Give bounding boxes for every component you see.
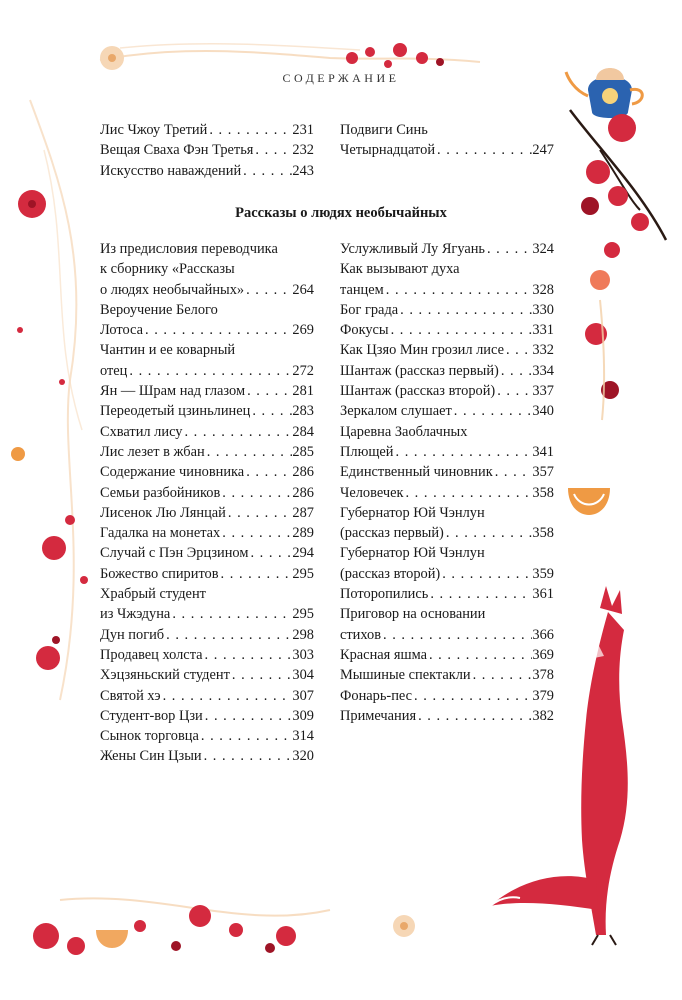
toc-entry-page-number: 328 xyxy=(532,281,554,298)
dot-leader xyxy=(435,140,532,160)
toc-entry-page-number: 286 xyxy=(292,464,314,481)
toc-entry[interactable] xyxy=(100,140,314,160)
toc-entry[interactable] xyxy=(100,483,314,503)
toc-entry-line xyxy=(100,584,314,604)
toc-entry-title: Продавец холста xyxy=(100,646,203,663)
toc-entry-title: (рассказ второй) xyxy=(340,565,441,582)
dot-leader xyxy=(471,665,533,685)
right-plum-branch-icon xyxy=(570,110,666,420)
dot-leader xyxy=(389,320,533,340)
toc-entry-page-number: 243 xyxy=(292,162,314,179)
toc-entry[interactable] xyxy=(340,462,554,482)
dot-leader xyxy=(440,564,532,584)
page-title: СОДЕРЖАНИЕ xyxy=(282,71,400,85)
dot-leader xyxy=(493,462,533,482)
toc-entry-title: Лисенок Лю Лянцай xyxy=(100,504,226,521)
toc-entry-page-number: 295 xyxy=(292,565,314,582)
toc-entry-title: Искусство наваждений xyxy=(100,162,242,179)
toc-entry-line xyxy=(100,140,314,160)
dot-leader xyxy=(248,543,292,563)
toc-entry-line xyxy=(340,259,554,279)
toc-entry-line xyxy=(340,120,554,140)
toc-entry-line xyxy=(340,340,554,360)
dot-leader xyxy=(499,361,533,381)
toc-entry-title: к сборнику «Рассказы xyxy=(100,261,235,278)
dot-leader xyxy=(182,422,292,442)
toc-entry[interactable] xyxy=(100,665,314,685)
toc-entry-page-number: 272 xyxy=(292,362,314,379)
toc-entry-page-number: 294 xyxy=(292,545,314,562)
toc-entry-title: Губернатор Юй Чэнлун xyxy=(340,545,485,562)
toc-entry-line xyxy=(340,361,554,381)
toc-entry-line xyxy=(100,120,314,140)
toc-entry-page-number: 295 xyxy=(292,606,314,623)
toc-entry-page-number: 366 xyxy=(532,626,554,643)
toc-entry-page-number: 309 xyxy=(292,707,314,724)
left-plum-blossoms-icon xyxy=(11,100,88,700)
toc-entry-line xyxy=(100,280,314,300)
toc-entry-title: Шантаж (рассказ первый) xyxy=(340,362,499,379)
bottom-left-plum-branch-icon xyxy=(33,898,415,955)
dot-leader xyxy=(244,280,292,300)
dot-leader xyxy=(219,564,293,584)
toc-entry-line xyxy=(340,564,554,584)
toc-entry[interactable] xyxy=(100,706,314,726)
toc-entry-title: Лотоса xyxy=(100,322,144,339)
toc-entry-page-number: 331 xyxy=(532,322,554,339)
toc-entry-line xyxy=(340,483,554,503)
toc-entry-line xyxy=(340,140,554,160)
toc-left-column xyxy=(100,239,314,767)
toc-entry-page-number: 231 xyxy=(292,122,314,138)
toc-entry-line xyxy=(100,625,314,645)
toc-entry-title: Дун погиб xyxy=(100,626,165,643)
dot-leader xyxy=(427,645,532,665)
dot-leader xyxy=(207,120,292,140)
toc-entry-page-number: 361 xyxy=(532,586,554,603)
toc-entry-page-number: 264 xyxy=(292,281,314,298)
toc-entry-title: Единственный чиновник xyxy=(340,464,493,481)
toc-entry-title: Как Цзяо Мин грозил лисе xyxy=(340,342,504,359)
dot-leader xyxy=(244,462,292,482)
toc-entry-page-number: 281 xyxy=(292,383,314,400)
dot-leader xyxy=(485,239,532,259)
toc-entry-page-number: 269 xyxy=(292,322,314,339)
toc-entry-line xyxy=(100,259,314,279)
toc-entry[interactable] xyxy=(100,120,314,140)
toc-entry-page-number: 247 xyxy=(532,142,554,159)
toc-entry-title: Святой хэ xyxy=(100,687,161,704)
toc-entry-line xyxy=(100,239,314,259)
dot-leader xyxy=(444,523,533,543)
toc-entry-title: Губернатор Юй Чэнлун xyxy=(340,504,485,521)
toc-entry[interactable] xyxy=(340,543,554,584)
toc-entry-title: отец xyxy=(100,362,128,379)
toc-entry-line xyxy=(100,483,314,503)
toc-entry-line xyxy=(340,280,554,300)
toc-entry[interactable] xyxy=(340,665,554,685)
toc-entry-title: Зеркалом слушает xyxy=(340,403,452,420)
top-plum-branch-icon xyxy=(100,43,480,70)
toc-entry[interactable] xyxy=(340,381,554,401)
toc-entry[interactable] xyxy=(340,361,554,381)
toc-entry[interactable] xyxy=(340,401,554,421)
dot-leader xyxy=(245,381,292,401)
toc-entry[interactable] xyxy=(100,686,314,706)
toc-entry-title: Сынок торговца xyxy=(100,728,199,745)
toc-entry-page-number: 314 xyxy=(292,728,314,745)
toc-entry-title: Плющей xyxy=(340,443,394,460)
toc-entry-title: Фокусы xyxy=(340,322,389,339)
toc-entry-line xyxy=(340,503,554,523)
toc-entry-title: Хэцзяньский студент xyxy=(100,667,230,684)
toc-entry-line xyxy=(340,604,554,624)
toc-entry[interactable] xyxy=(100,564,314,584)
toc-entry-line xyxy=(100,686,314,706)
tea-cup-icon xyxy=(568,488,610,515)
toc-entry-title: Поторопились xyxy=(340,586,429,603)
toc-entry-line xyxy=(100,422,314,442)
toc-entry-title: Схватил лису xyxy=(100,423,183,440)
toc-entry-line xyxy=(340,543,554,563)
toc-entry-title: стихов xyxy=(340,626,382,643)
dot-leader xyxy=(161,686,293,706)
toc-entry-page-number: 332 xyxy=(532,342,554,359)
dot-leader xyxy=(164,625,292,645)
toc-entry-line xyxy=(100,665,314,685)
toc-entry[interactable] xyxy=(100,503,314,523)
toc-entry-title: Красная яшма xyxy=(340,646,427,663)
toc-entry-line xyxy=(340,706,554,726)
toc-entry[interactable] xyxy=(340,259,554,300)
toc-entry[interactable] xyxy=(100,726,314,746)
toc-entry-line xyxy=(340,625,554,645)
dot-leader xyxy=(452,401,533,421)
toc-entry-title: Приговор на основании xyxy=(340,606,486,623)
dot-leader xyxy=(127,361,292,381)
toc-entry[interactable] xyxy=(100,340,314,381)
toc-entry[interactable] xyxy=(100,584,314,625)
toc-entry-title: Из предисловия переводчика xyxy=(100,241,278,257)
dot-leader xyxy=(394,442,533,462)
toc-entry-page-number: 379 xyxy=(532,687,554,704)
toc-top-left-column xyxy=(100,120,314,181)
toc-entry[interactable] xyxy=(340,584,554,604)
toc-entry-line xyxy=(340,300,554,320)
toc-entry-line xyxy=(100,645,314,665)
toc-entry[interactable] xyxy=(100,625,314,645)
toc-entry-line xyxy=(100,726,314,746)
toc-entry[interactable] xyxy=(340,120,554,161)
toc-entry-title: Вероучение Белого xyxy=(100,301,218,318)
dot-leader xyxy=(220,483,292,503)
toc-entry-line xyxy=(340,686,554,706)
toc-entry-line xyxy=(100,462,314,482)
toc-entry-line xyxy=(100,746,314,766)
toc-entry[interactable] xyxy=(340,645,554,665)
toc-entry-page-number: 359 xyxy=(532,565,554,582)
toc-entry-page-number: 330 xyxy=(532,301,554,318)
toc-entry-title: танцем xyxy=(340,281,384,298)
toc-entry[interactable] xyxy=(100,381,314,401)
toc-entry-title: Переодетый цзиньлинец xyxy=(100,403,251,420)
dot-leader xyxy=(398,300,532,320)
toc-entry-line xyxy=(340,584,554,604)
toc-entry[interactable] xyxy=(100,543,314,563)
toc-entry-page-number: 285 xyxy=(292,443,314,460)
dot-leader xyxy=(143,320,292,340)
dot-leader xyxy=(403,483,532,503)
toc-entry-page-number: 357 xyxy=(532,464,554,481)
toc-entry-title: Примечания xyxy=(340,707,417,724)
toc-entry[interactable] xyxy=(100,462,314,482)
dot-leader xyxy=(504,340,532,360)
toc-entry-page-number: 283 xyxy=(292,403,314,420)
toc-entry-line xyxy=(340,442,554,462)
toc-entry-page-number: 307 xyxy=(292,687,314,704)
toc-entry-title: Храбрый студент xyxy=(100,586,206,603)
dot-leader xyxy=(241,161,292,181)
toc-entry-page-number: 382 xyxy=(532,707,554,724)
dot-leader xyxy=(203,706,293,726)
toc-entry[interactable] xyxy=(100,523,314,543)
toc-entry-title: Царевна Заоблачных xyxy=(340,423,468,440)
toc-entry-title: Гадалка на монетах xyxy=(100,525,221,542)
toc-entry-page-number: 358 xyxy=(532,484,554,501)
toc-entry[interactable] xyxy=(100,401,314,421)
toc-entry-title: Божество спиритов xyxy=(100,565,219,582)
dot-leader xyxy=(412,686,532,706)
toc-entry[interactable] xyxy=(340,340,554,360)
toc-entry[interactable] xyxy=(100,746,314,766)
dot-leader xyxy=(253,140,292,160)
toc-entry[interactable] xyxy=(100,422,314,442)
dot-leader xyxy=(202,746,293,766)
toc-entry-page-number: 304 xyxy=(292,667,314,684)
dot-leader xyxy=(495,381,532,401)
toc-entry-title: Как вызывают духа xyxy=(340,261,460,278)
toc-entry-title: Услужливый Лу Ягуань xyxy=(340,241,485,257)
toc-entry[interactable] xyxy=(100,161,314,181)
toc-entry-title: Мышиные спектакли xyxy=(340,667,471,684)
toc-entry-title: Жены Син Цзыи xyxy=(100,748,202,765)
toc-entry-page-number: 378 xyxy=(532,667,554,684)
toc-entry-title: Случай с Пэн Эрцзином xyxy=(100,545,249,562)
toc-entry-line xyxy=(100,381,314,401)
toc-entry-page-number: 284 xyxy=(292,423,314,440)
toc-entry-line xyxy=(100,442,314,462)
dot-leader xyxy=(416,706,532,726)
toc-entry-line xyxy=(100,523,314,543)
toc-entry-title: Шантаж (рассказ второй) xyxy=(340,383,496,400)
dot-leader xyxy=(220,523,292,543)
toc-entry-page-number: 341 xyxy=(532,443,554,460)
toc-entry-page-number: 232 xyxy=(292,142,314,159)
toc-entry-line xyxy=(100,361,314,381)
toc-entry-title: Ян — Шрам над глазом xyxy=(100,383,246,400)
dot-leader xyxy=(226,503,293,523)
toc-entry[interactable] xyxy=(340,686,554,706)
toc-entry[interactable] xyxy=(340,239,554,259)
toc-entry-page-number: 334 xyxy=(532,362,554,379)
dot-leader xyxy=(199,726,293,746)
toc-entry-title: Вещая Сваха Фэн Третья xyxy=(100,142,254,159)
toc-entry-page-number: 337 xyxy=(532,383,554,400)
toc-top-right-column xyxy=(340,120,554,161)
toc-entry-page-number: 340 xyxy=(532,403,554,420)
toc-entry-line xyxy=(340,665,554,685)
toc-entry[interactable] xyxy=(340,320,554,340)
dot-leader xyxy=(203,645,293,665)
toc-entry-page-number: 286 xyxy=(292,484,314,501)
toc-entry-line xyxy=(100,604,314,624)
toc-entry-page-number: 320 xyxy=(292,748,314,765)
toc-entry[interactable] xyxy=(340,422,554,463)
toc-entry[interactable] xyxy=(100,442,314,462)
toc-entry-line xyxy=(100,300,314,320)
toc-entry[interactable] xyxy=(340,300,554,320)
toc-entry-line xyxy=(340,523,554,543)
toc-entry-line xyxy=(340,645,554,665)
dot-leader xyxy=(205,442,293,462)
toc-entry-title: о людях необычайных» xyxy=(100,281,245,298)
toc-entry-title: Фонарь-пес xyxy=(340,687,413,704)
toc-entry-line xyxy=(100,401,314,421)
toc-entry-title: из Чжэдуна xyxy=(100,606,171,623)
toc-entry-line xyxy=(340,239,554,259)
toc-entry-line xyxy=(340,462,554,482)
toc-entry[interactable] xyxy=(100,300,314,341)
toc-entry-line xyxy=(100,320,314,340)
toc-entry-line xyxy=(100,161,314,181)
toc-entry-title: Чантин и ее коварный xyxy=(100,342,236,359)
toc-right-column xyxy=(340,239,554,726)
toc-entry-title: Бог града xyxy=(340,301,399,318)
toc-entry-page-number: 358 xyxy=(532,525,554,542)
toc-entry[interactable] xyxy=(340,503,554,544)
toc-entry-line xyxy=(340,381,554,401)
dot-leader xyxy=(428,584,532,604)
dot-leader xyxy=(250,401,292,421)
toc-entry-page-number: 324 xyxy=(532,241,554,257)
toc-entry[interactable] xyxy=(340,483,554,503)
toc-entry-title: Семьи разбойников xyxy=(100,484,221,501)
toc-entry-line xyxy=(100,340,314,360)
toc-entry-line xyxy=(340,422,554,442)
toc-entry-line xyxy=(100,706,314,726)
toc-entry-page-number: 289 xyxy=(292,525,314,542)
toc-entry[interactable] xyxy=(100,239,314,300)
dot-leader xyxy=(170,604,292,624)
dot-leader xyxy=(230,665,293,685)
toc-entry-page-number: 287 xyxy=(292,504,314,521)
toc-entry-title: Содержание чиновника xyxy=(100,464,245,481)
toc-entry-line xyxy=(100,543,314,563)
section-heading: Рассказы о людях необычайных xyxy=(235,205,447,221)
toc-entry[interactable] xyxy=(340,706,554,726)
toc-entry-page-number: 298 xyxy=(292,626,314,643)
toc-entry-title: Четырнадцатой xyxy=(340,142,436,159)
toc-entry-page-number: 303 xyxy=(292,646,314,663)
toc-entry-page-number: 369 xyxy=(532,646,554,663)
toc-entry-title: Лис Чжоу Третий xyxy=(100,122,208,138)
toc-entry-line xyxy=(340,320,554,340)
dot-leader xyxy=(381,625,532,645)
toc-entry[interactable] xyxy=(340,604,554,645)
toc-entry-line xyxy=(340,401,554,421)
dot-leader xyxy=(384,280,533,300)
toc-entry-title: Студент-вор Цзи xyxy=(100,707,203,724)
toc-entry-title: Человечек xyxy=(340,484,404,501)
toc-entry-line xyxy=(100,564,314,584)
toc-entry-title: Подвиги Синь xyxy=(340,122,428,138)
toc-entry-title: Лис лезет в жбан xyxy=(100,443,205,460)
toc-entry-title: (рассказ первый) xyxy=(340,525,444,542)
toc-entry[interactable] xyxy=(100,645,314,665)
toc-entry-line xyxy=(100,503,314,523)
